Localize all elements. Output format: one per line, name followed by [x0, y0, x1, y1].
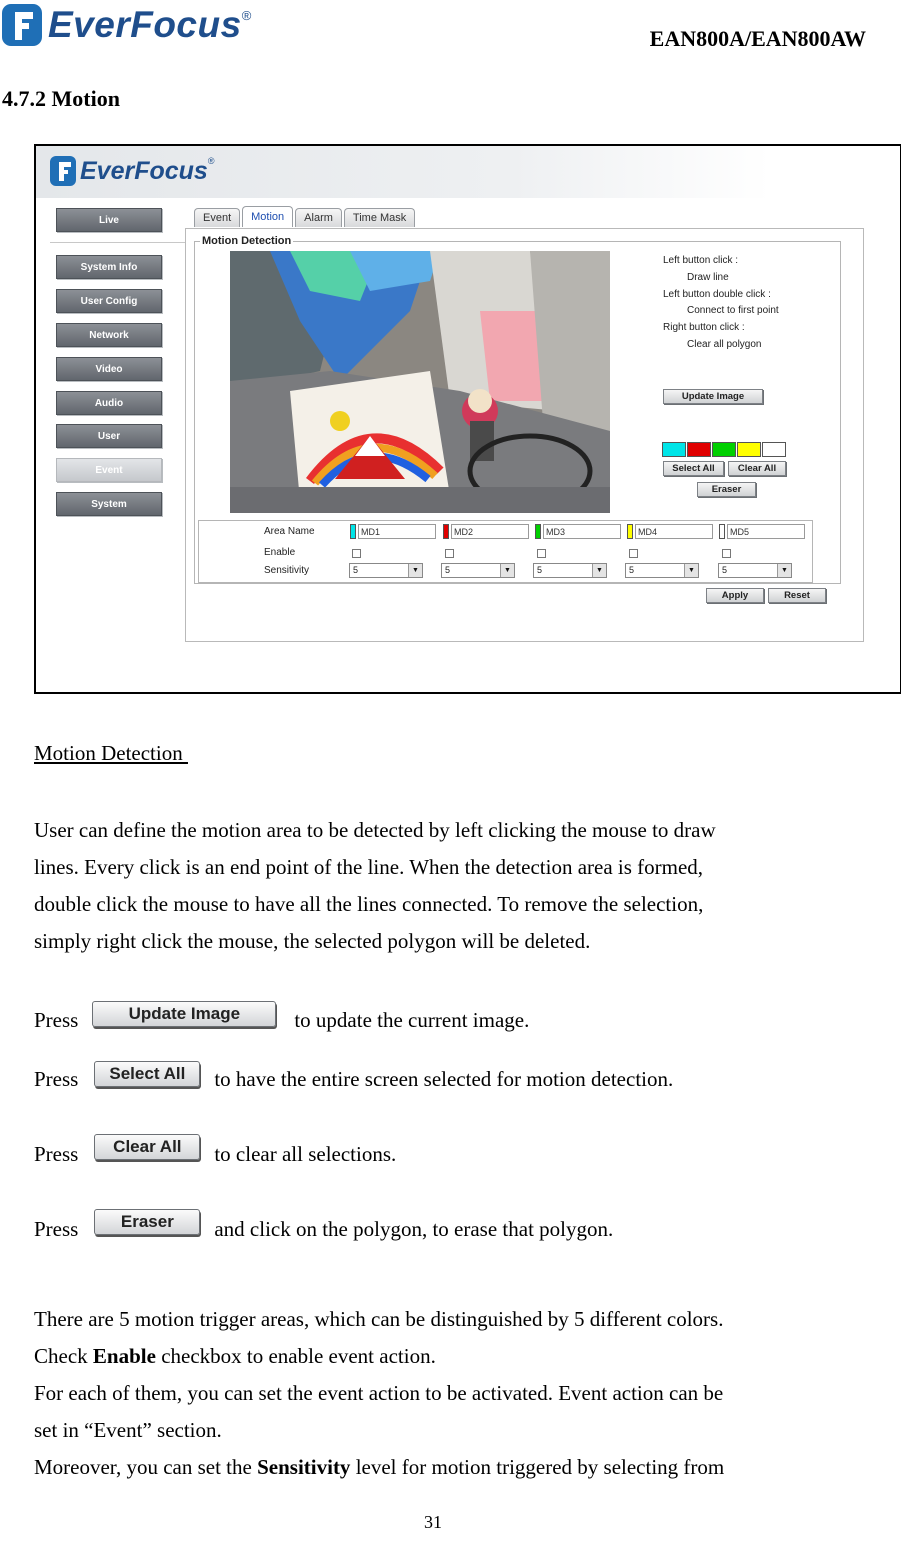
checkbox-text: checkbox to enable event action.: [155, 1344, 436, 1368]
area-name-input[interactable]: [358, 524, 436, 539]
sensitivity-select[interactable]: [533, 563, 607, 578]
para1-line1: User can define the motion area to be detected by left clicking the mouse to draw: [34, 818, 716, 842]
page-number: 31: [424, 1512, 442, 1532]
enable-checkbox[interactable]: [352, 549, 361, 558]
check-text: Check: [34, 1344, 93, 1368]
color-swatch-red[interactable]: [687, 442, 711, 457]
nav-system-info-button[interactable]: System Info: [56, 255, 162, 279]
tab-time-mask[interactable]: Time Mask: [344, 208, 415, 227]
para1-line4: simply right click the mouse, the selected polygon will be deleted.: [34, 929, 591, 953]
sensitivity-select[interactable]: [625, 563, 699, 578]
sensitivity-value: 5: [722, 565, 728, 575]
eraser-description: and click on the polygon, to erase that polygon.: [214, 1216, 614, 1241]
tab-alarm[interactable]: Alarm: [295, 208, 342, 227]
color-swatch-white[interactable]: [762, 442, 786, 457]
everfocus-logo: [2, 2, 251, 48]
section-title: 4.7.2 Motion: [2, 86, 120, 111]
sensitivity-select[interactable]: [718, 563, 792, 578]
area-color-marker: [627, 524, 633, 539]
dropdown-arrow-icon: ▼: [592, 564, 606, 577]
press-clear-all-row: [34, 1136, 396, 1172]
update-image-button-illustration: Update Image: [92, 1001, 276, 1027]
nav-video-button[interactable]: Video: [56, 357, 162, 381]
eraser-button-illustration: Eraser: [94, 1209, 200, 1235]
tab-motion[interactable]: Motion: [242, 206, 293, 227]
update-image-button[interactable]: Update Image: [663, 389, 763, 404]
nav-audio-button[interactable]: Audio: [56, 391, 162, 415]
nav-network-button[interactable]: Network: [56, 323, 162, 347]
sensitivity-value: 5: [629, 565, 635, 575]
press-select-all-row: [34, 1061, 673, 1097]
brand-name: EverFocus: [48, 4, 242, 45]
nav-divider: [50, 242, 186, 243]
instr-connect: Connect to first point: [687, 305, 779, 317]
registered-mark: ®: [241, 8, 252, 23]
instr-draw-line: Draw line: [687, 271, 729, 283]
dropdown-arrow-icon: ▼: [408, 564, 422, 577]
para1-line2: lines. Every click is an end point of the line. When the detection area is formed,: [34, 855, 704, 879]
select-all-button-illustration: Select All: [94, 1061, 200, 1087]
subheading-motion-detection: Motion Detection: [34, 741, 188, 765]
web-ui-screenshot: [34, 144, 901, 694]
ui-logo: [50, 156, 214, 186]
sensitivity-select[interactable]: [441, 563, 515, 578]
drawing-instructions: [663, 253, 779, 354]
tab-event[interactable]: Event: [194, 208, 240, 227]
ui-logo-icon: [50, 156, 76, 186]
nav-live-button[interactable]: Live: [56, 208, 162, 232]
select-all-description: to have the entire screen selected for motion detection.: [214, 1066, 674, 1091]
select-all-button[interactable]: Select All: [663, 461, 724, 476]
update-description: to update the current image.: [294, 1007, 530, 1032]
clear-all-button[interactable]: Clear All: [728, 461, 786, 476]
clear-all-description: to clear all selections.: [214, 1141, 397, 1166]
fieldset-legend: Motion Detection: [202, 235, 292, 247]
sensitivity-label: Sensitivity: [264, 565, 310, 576]
sensitivity-value: 5: [445, 565, 451, 575]
area-color-marker: [535, 524, 541, 539]
everfocus-logo-icon: [2, 4, 42, 46]
enable-checkbox[interactable]: [537, 549, 546, 558]
area-color-marker: [719, 524, 725, 539]
instr-clear-polygon: Clear all polygon: [687, 338, 762, 350]
para2-line4: set in “Event” section.: [34, 1418, 222, 1442]
nav-user-config-button[interactable]: User Config: [56, 289, 162, 313]
press-word: Press: [34, 1216, 79, 1241]
sensitivity-rest-text: level for motion triggered by selecting from: [350, 1455, 725, 1479]
area-color-marker: [443, 524, 449, 539]
settings-tabs: [194, 208, 415, 227]
dropdown-arrow-icon: ▼: [500, 564, 514, 577]
ui-brand-name: EverFocus: [80, 156, 208, 185]
para2-line5: [34, 1449, 724, 1486]
enable-label: Enable: [264, 547, 296, 558]
reset-button[interactable]: Reset: [768, 588, 826, 603]
area-name-input[interactable]: [635, 524, 713, 539]
color-swatch-green[interactable]: [712, 442, 736, 457]
model-name: EAN800A/EAN800AW: [649, 26, 866, 51]
nav-event-button[interactable]: Event: [56, 458, 162, 482]
sensitivity-value: 5: [537, 565, 543, 575]
dropdown-arrow-icon: ▼: [684, 564, 698, 577]
enable-checkbox[interactable]: [629, 549, 638, 558]
press-eraser-row: [34, 1211, 613, 1247]
ui-banner: [36, 146, 900, 198]
apply-button[interactable]: Apply: [706, 588, 764, 603]
para2-line3: For each of them, you can set the event action to be activated. Event action can be: [34, 1381, 724, 1405]
color-swatch-yellow[interactable]: [737, 442, 761, 457]
para1-line3: double click the mouse to have all the lines connected. To remove the selection,: [34, 892, 704, 916]
color-swatch-cyan[interactable]: [662, 442, 686, 457]
camera-preview[interactable]: [230, 251, 610, 513]
ui-registered-mark: ®: [207, 156, 215, 166]
press-update-row: [34, 1002, 529, 1038]
nav-user-button[interactable]: User: [56, 424, 162, 448]
sensitivity-select[interactable]: [349, 563, 423, 578]
clear-all-button-illustration: Clear All: [94, 1134, 200, 1160]
area-name-input[interactable]: [543, 524, 621, 539]
area-name-input[interactable]: [727, 524, 805, 539]
instr-right-click: Right button click :: [663, 322, 745, 334]
area-name-input[interactable]: [451, 524, 529, 539]
nav-system-button[interactable]: System: [56, 492, 162, 516]
enable-bold: Enable: [92, 1344, 156, 1368]
para2-line1: There are 5 motion trigger areas, which can be distinguished by 5 different colors.: [34, 1307, 724, 1331]
sensitivity-value: 5: [353, 565, 359, 575]
area-color-marker: [350, 524, 356, 539]
area-name-label: Area Name: [264, 526, 315, 537]
moreover-text: Moreover, you can set the: [34, 1455, 258, 1479]
instr-left-click: Left button click :: [663, 255, 739, 266]
eraser-button[interactable]: Eraser: [697, 482, 756, 497]
enable-checkbox[interactable]: [445, 549, 454, 558]
para2-line2: [34, 1338, 436, 1375]
instr-left-double-click: Left button double click :: [663, 288, 771, 300]
dropdown-arrow-icon: ▼: [777, 564, 791, 577]
sensitivity-bold: Sensitivity: [257, 1455, 351, 1479]
press-word: Press: [34, 1066, 79, 1091]
press-word: Press: [34, 1007, 79, 1032]
press-word: Press: [34, 1141, 79, 1166]
enable-checkbox[interactable]: [722, 549, 731, 558]
